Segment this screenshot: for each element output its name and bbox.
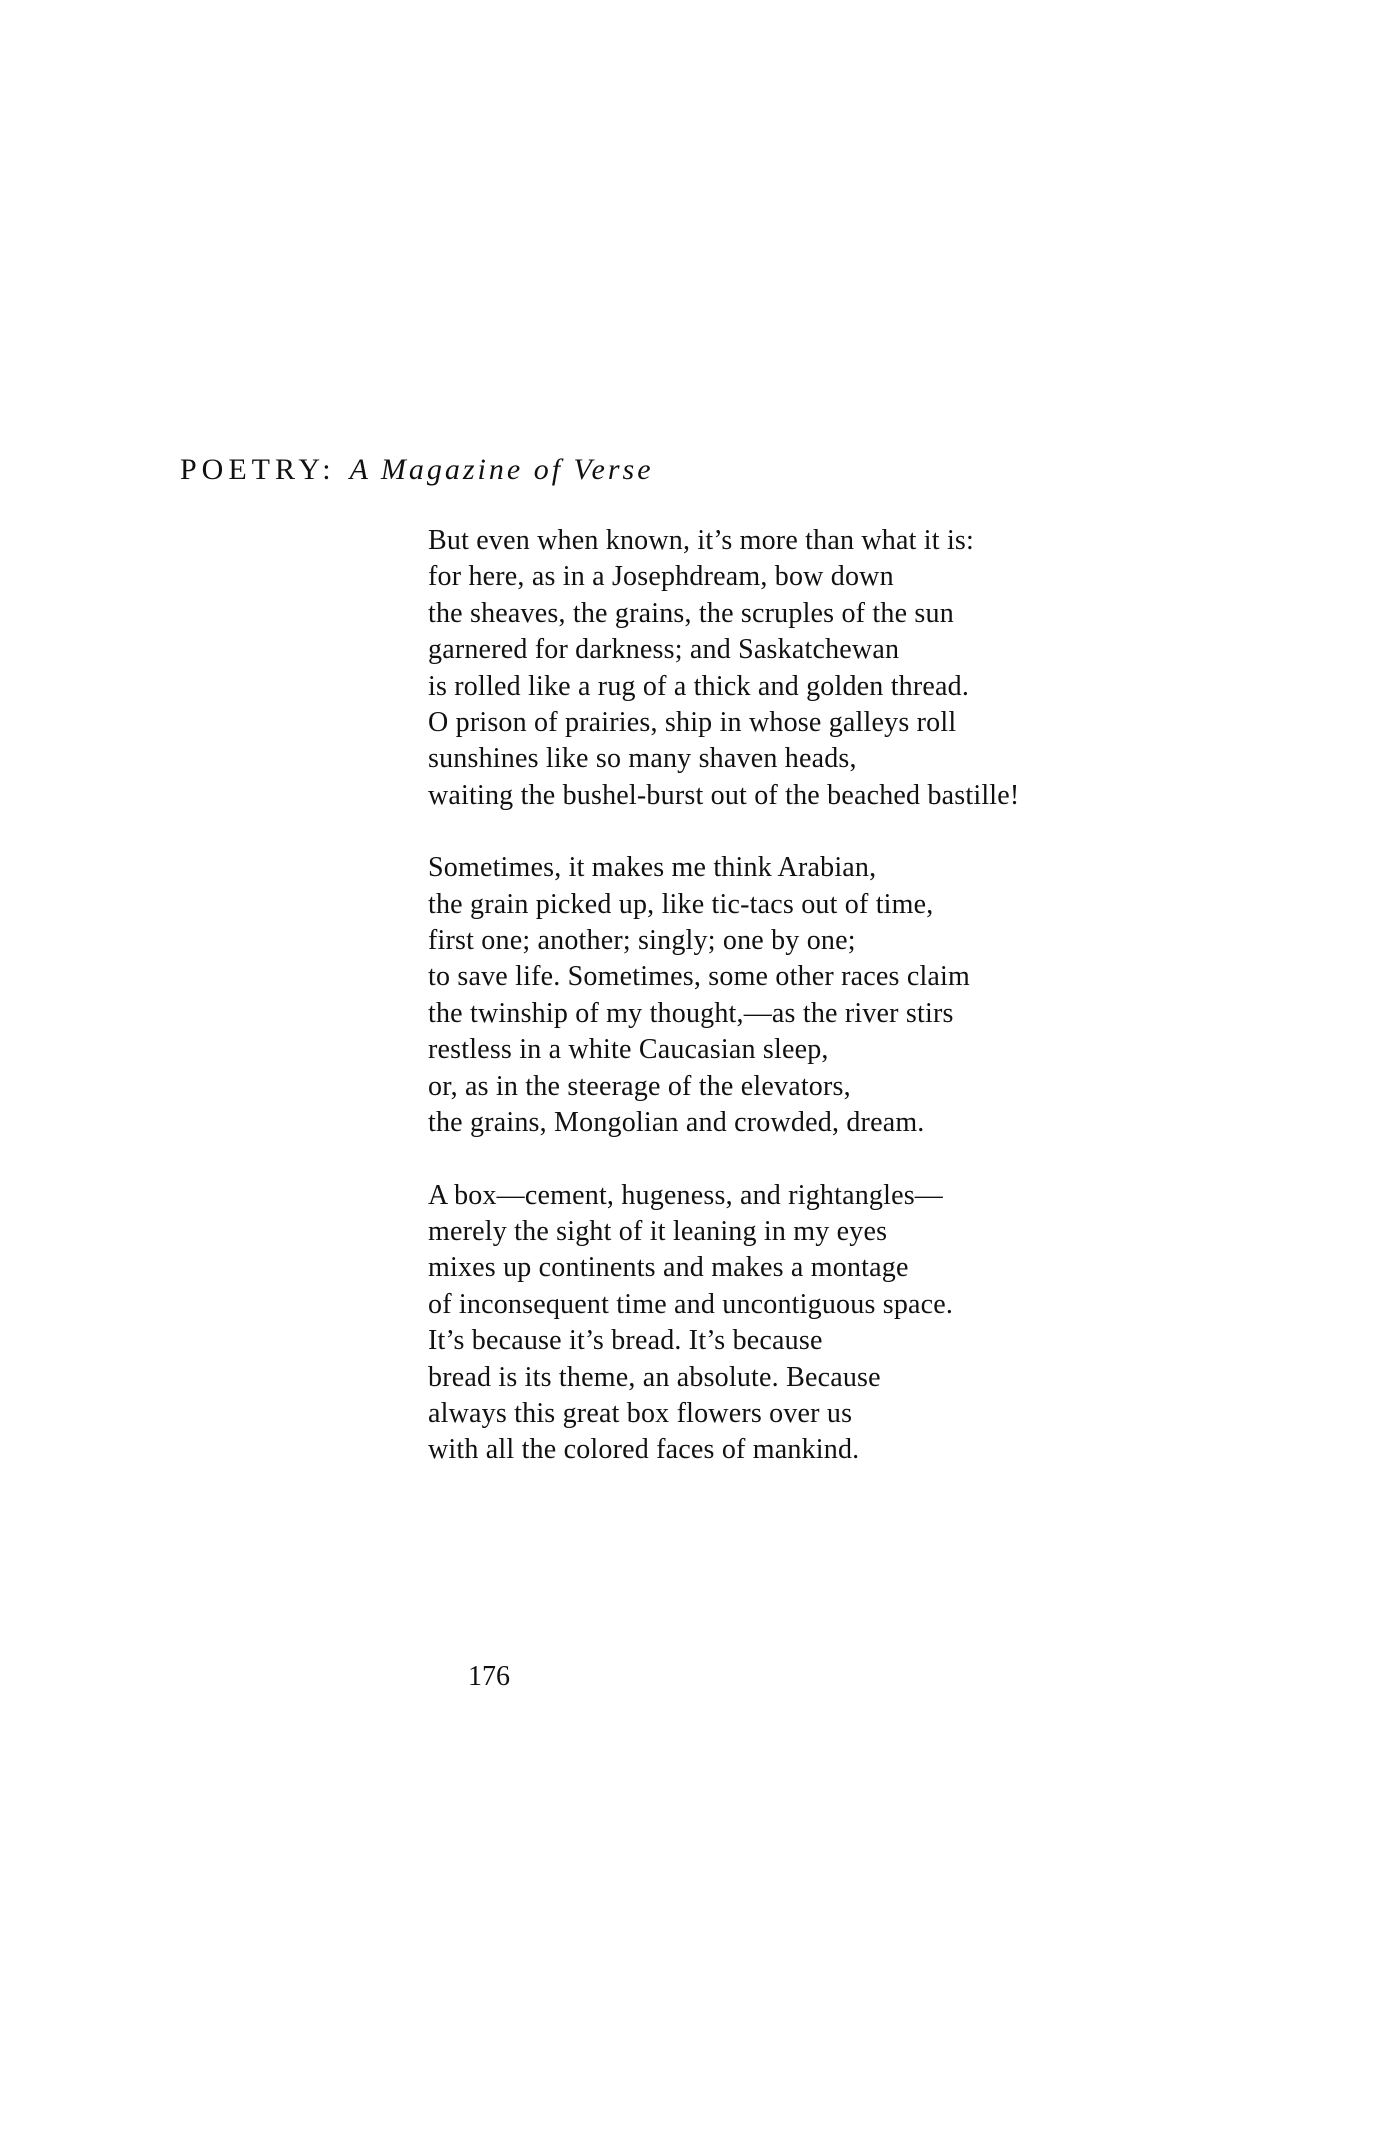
poem-line: sunshines like so many shaven heads, bbox=[428, 743, 857, 775]
poem-line: But even when known, it’s more than what it is: bbox=[428, 525, 974, 556]
magazine-title: POETRY: bbox=[180, 453, 336, 486]
poem-line: the grains, Mongolian and crowded, dream. bbox=[428, 1107, 925, 1139]
poem-line: to save life. Sometimes, some other races claim bbox=[428, 961, 971, 993]
poem-line: merely the sight of it leaning in my eyes bbox=[428, 1215, 888, 1247]
poem-line: O prison of prairies, ship in whose galleys roll bbox=[428, 707, 957, 739]
running-head bbox=[180, 452, 654, 488]
poem-line: waiting the bushel-burst out of the beached bastille! bbox=[428, 779, 1020, 811]
poem-line: Sometimes, it makes me think Arabian, bbox=[428, 852, 877, 884]
poem-line: garnered for darkness; and Saskatchewan bbox=[428, 634, 900, 666]
stanza-3 bbox=[428, 1178, 1128, 1469]
poem-line: is rolled like a rug of a thick and golden thread. bbox=[428, 670, 970, 702]
poem-line: It’s because it’s bread. It’s because bbox=[428, 1325, 823, 1357]
poem-line: of inconsequent time and uncontiguous space. bbox=[428, 1288, 954, 1320]
stanza-2 bbox=[428, 850, 1128, 1141]
poem-line: the twinship of my thought,—as the river stirs bbox=[428, 997, 954, 1029]
page-number: 176 bbox=[468, 1661, 510, 1692]
poem-line: restless in a white Caucasian sleep, bbox=[428, 1034, 829, 1066]
poem-line: first one; another; singly; one by one; bbox=[428, 925, 856, 957]
poem-line: bread is its theme, an absolute. Because bbox=[428, 1361, 881, 1393]
stanza-1 bbox=[428, 523, 1128, 814]
poem-line: or, as in the steerage of the elevators, bbox=[428, 1070, 851, 1102]
magazine-subtitle: A Magazine of Verse bbox=[349, 453, 654, 486]
poem-line: for here, as in a Josephdream, bow down bbox=[428, 561, 894, 593]
poem-line: the sheaves, the grains, the scruples of the sun bbox=[428, 597, 954, 629]
poem-line: A box—cement, hugeness, and rightangles— bbox=[428, 1179, 944, 1211]
poem-line: with all the colored faces of mankind. bbox=[428, 1434, 860, 1466]
poem-body bbox=[428, 523, 1128, 1469]
poem-line: mixes up continents and makes a montage bbox=[428, 1252, 909, 1284]
poem-line: always this great box flowers over us bbox=[428, 1397, 853, 1429]
poem-line: the grain picked up, like tic-tacs out of time, bbox=[428, 888, 934, 920]
